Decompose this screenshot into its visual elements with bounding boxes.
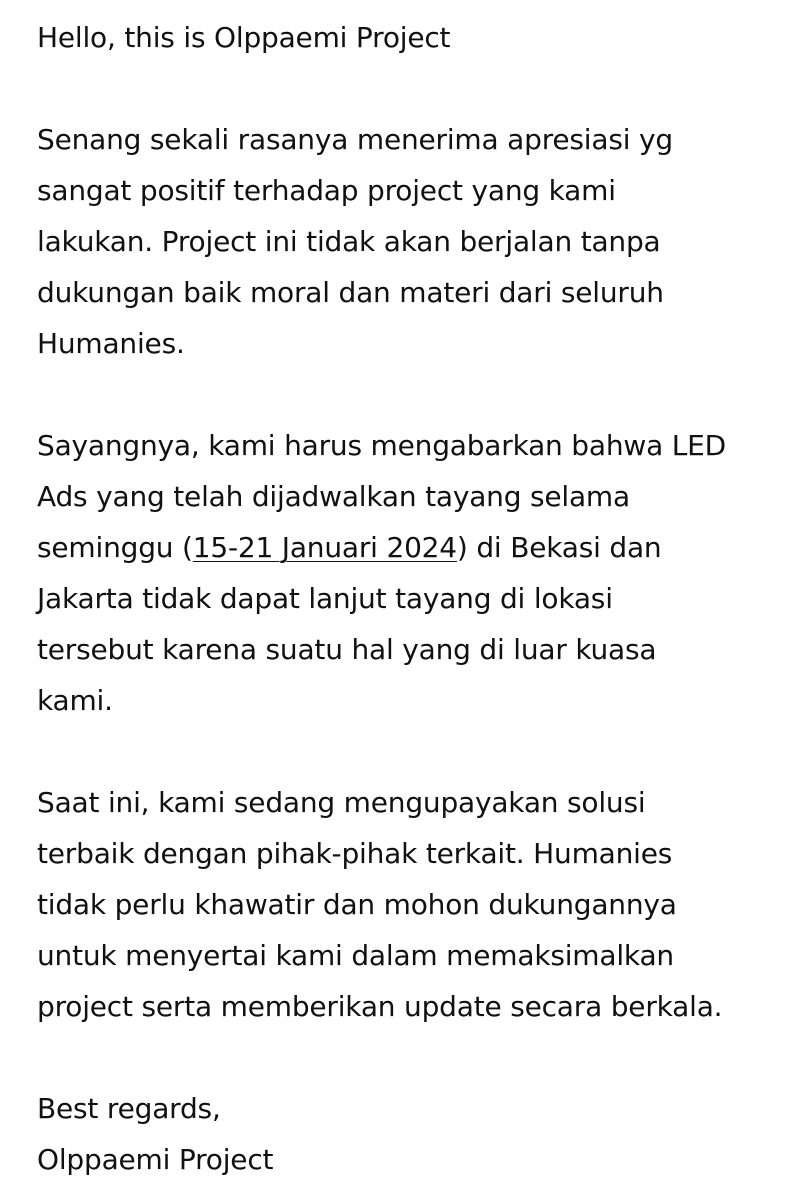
paragraph-spacer	[37, 726, 797, 777]
paragraph-announcement	[37, 420, 797, 726]
signature: Olppaemi Project	[37, 1143, 274, 1176]
paragraph-line: terbaik dengan pihak-pihak terkait. Humanies	[37, 837, 673, 870]
closing	[37, 1083, 797, 1185]
letter-body	[37, 12, 797, 1185]
paragraph-line: sangat positif terhadap project yang kami	[37, 174, 616, 207]
paragraph-spacer	[37, 63, 797, 114]
paragraph-spacer	[37, 369, 797, 420]
text-after-date: ) di Bekasi dan	[456, 531, 662, 564]
paragraph-line: Ads yang telah dijadwalkan tayang selama	[37, 480, 630, 513]
paragraph-line: tersebut karena suatu hal yang di luar kuasa	[37, 633, 657, 666]
paragraph-line: untuk menyertai kami dalam memaksimalkan	[37, 939, 674, 972]
paragraph-line: Jakarta tidak dapat lanjut tayang di lokasi	[37, 582, 613, 615]
paragraph-solution	[37, 777, 797, 1032]
paragraph-line: dukungan baik moral dan materi dari seluruh	[37, 276, 664, 309]
paragraph-line: Senang sekali rasanya menerima apresiasi yg	[37, 123, 673, 156]
paragraph-line: kami.	[37, 684, 113, 717]
paragraph-line: tidak perlu khawatir dan mohon dukungannya	[37, 888, 677, 921]
paragraph-spacer	[37, 1032, 797, 1083]
paragraph-line-with-date	[37, 522, 797, 573]
paragraph-line: project serta memberikan update secara berkala.	[37, 990, 723, 1023]
paragraph-line: lakukan. Project ini tidak akan berjalan tanpa	[37, 225, 661, 258]
paragraph-line: Saat ini, kami sedang mengupayakan solusi	[37, 786, 646, 819]
paragraph-appreciation	[37, 114, 797, 369]
paragraph-line: Humanies.	[37, 327, 185, 360]
paragraph-line: Sayangnya, kami harus mengabarkan bahwa LED	[37, 429, 726, 462]
text-before-date: seminggu (	[37, 531, 193, 564]
greeting: Hello, this is Olppaemi Project	[37, 21, 451, 54]
closing-regards: Best regards,	[37, 1092, 221, 1125]
date-link[interactable]: 15-21 Januari 2024	[192, 531, 457, 564]
